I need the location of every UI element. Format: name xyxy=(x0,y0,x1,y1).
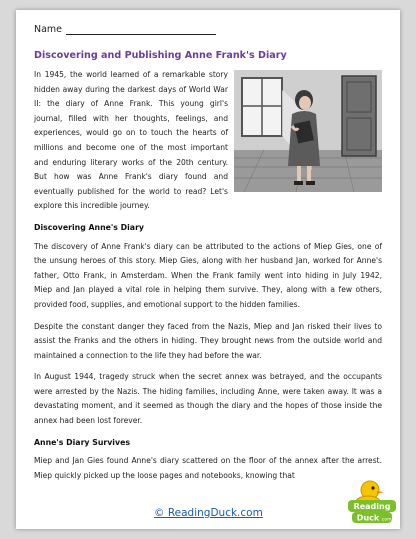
section-heading-survives: Anne's Diary Survives xyxy=(34,437,130,447)
section-heading-discovering: Discovering Anne's Diary xyxy=(34,222,144,232)
body-paragraph: In August 1944, tragedy struck when the secret annex was betrayed, and the occupants were arrested by the Nazis. The hiding families, including Anne, were taken away. It was a devastating moment, and it seemed as though the diary and the hopes of those inside the annex had been lost forever. xyxy=(34,372,382,426)
logo-text-duck: Duck xyxy=(356,513,380,523)
logo-text-reading: Reading xyxy=(353,502,391,511)
anne-frank-illustration xyxy=(234,70,382,192)
body-paragraph: The discovery of Anne Frank's diary can be attributed to the actions of Miep Gies, one of the unsung heroes of this story. Miep Gies, along with her husband Jan, worked for Anne's father, Otto Frank, in Amsterdam. When the Frank family went into hiding in July 1942, Miep and Jan played a vital role in helping them survive. They, along with a few others, provided food, supplies, and emotional support to the hidden families. xyxy=(34,241,382,309)
intro-paragraph: In 1945, the world learned of a remarkable story hidden away during the darkest days of World War II: the diary of Anne Frank. This young girl's journal, filled with her thoughts, feelings, and experiences, would go on to touch the hearts of millions and become one of the most important and enduring literary works of the 20th century. But how was Anne Frank's diary found and eventually published for the world to read? Let's explore this incredible journey. xyxy=(34,70,228,211)
body-paragraph: Miep and Jan Gies found Anne's diary scattered on the floor of the annex after the arrest. Miep quickly picked up the loose pages and notebooks, knowing that xyxy=(34,456,382,480)
readingduck-logo[interactable] xyxy=(346,478,398,524)
name-field-row xyxy=(34,24,216,35)
readingduck-link[interactable]: © ReadingDuck.com xyxy=(154,507,263,519)
name-blank-line[interactable] xyxy=(66,24,216,35)
logo-text-com: .com xyxy=(380,517,392,523)
article-body xyxy=(34,68,382,490)
page-title: Discovering and Publishing Anne Frank's Diary xyxy=(34,50,287,61)
worksheet-page xyxy=(16,10,400,529)
name-label: Name xyxy=(34,24,63,35)
body-paragraph: Despite the constant danger they faced from the Nazis, Miep and Jan risked their lives to assist the Franks and the others in hiding. They brought news from the outside world and maintained a connection to the life they had before the war. xyxy=(34,321,382,360)
